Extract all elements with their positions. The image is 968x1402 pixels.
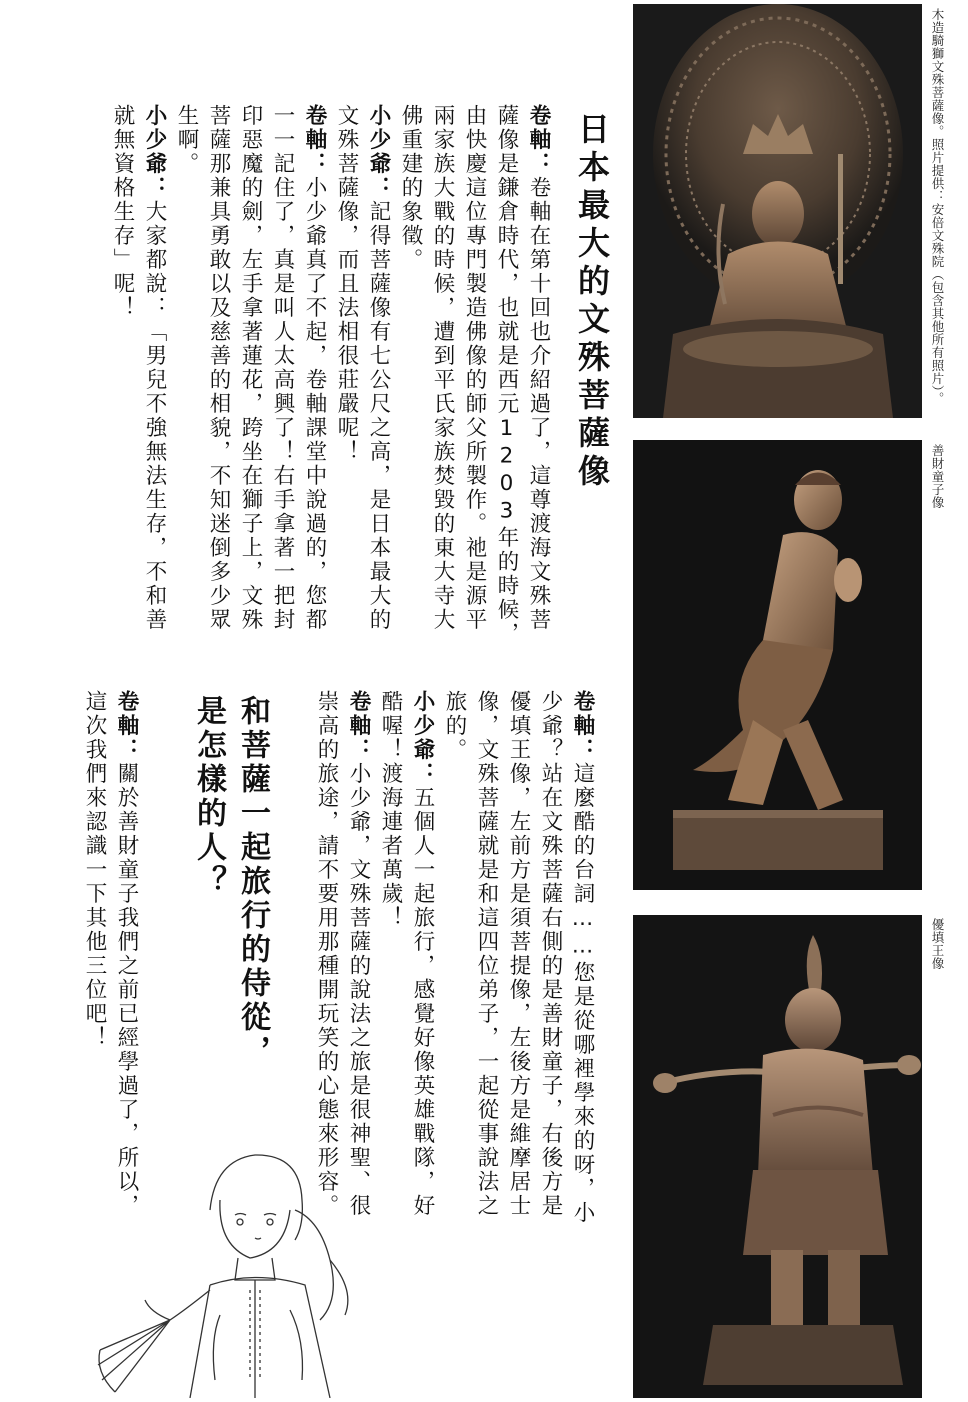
dialogue-text: 五個人一起旅行，感覺好像英雄戰隊，好 [410,786,435,1218]
text-column [536,690,564,1218]
dialogue-text: 小少爺真了不起，卷軸課堂中說過的，您都 [302,176,327,632]
dialogue-text: 大家都說：「男兒不強無法生存，不和善 [142,200,167,632]
scholar-girl-illustration [90,1140,380,1398]
text-column [268,104,296,632]
text-column [492,104,520,646]
text-column [204,104,232,632]
speaker-label: 卷軸： [526,104,551,176]
dialogue-text: 這次我們來認識一下其他三位吧！ [82,690,107,1050]
dialogue-text: 菩薩那兼具勇敢以及慈善的相貌，不知迷倒多少眾 [206,104,231,632]
dialogue-text: 小少爺，文殊菩薩的說法之旅是很神聖、很 [346,762,371,1218]
photo1-caption: 木造騎獅文殊菩薩像。照片提供：安倍文殊院（包含其他所有照片）。 [930,8,945,405]
dialogue-text: 卷軸在第十回也介紹過了，這尊渡海文殊菩 [526,176,551,632]
text-column [364,104,392,632]
photo2-caption: 善財童子像 [930,444,945,509]
text-column [108,104,136,320]
speaker-label: 小少爺： [366,104,391,200]
dialogue-text: 兩家族大戰的時候，遭到平氏家族焚毀的東大寺大 [430,104,455,632]
text-column [568,690,596,1225]
speaker-label: 卷軸： [346,690,371,762]
text-column [312,690,340,1218]
speaker-label: 卷軸： [114,690,139,762]
text-column [428,104,456,632]
dialogue-text: 崇高的旅途，請不要用那種開玩笑的心態來形容。 [314,690,339,1218]
text-column [344,690,372,1218]
monju-bodhisattva-photo [633,4,922,418]
dialogue-text: 像，文殊菩薩就是和這四位弟子，一起從事說法之 [474,690,499,1218]
zenzai-doji-photo [633,440,922,890]
dialogue-text: 記得菩薩像有七公尺之高，是日本最大的 [366,200,391,632]
text-column [332,104,360,464]
upper-text-block [92,104,552,644]
dialogue-text: 由快慶這位專門製造佛像的師父所製作。祂是源平 [462,104,487,632]
dialogue-text: 就無資格生存」呢！ [110,104,135,320]
text-column [472,690,500,1218]
text-column [376,690,404,930]
dialogue-text: 文殊菩薩像，而且法相很莊嚴呢！ [334,104,359,464]
udayana-king-photo [633,915,922,1398]
dialogue-text: 薩像是鎌倉時代，也就是西元1203年的時候， [494,104,519,646]
photo3-caption: 優填王像 [930,918,945,970]
dialogue-text: 佛重建的象徵。 [398,104,423,272]
dialogue-text: 少爺？站在文殊菩薩右側的是善財童子，右後方是 [538,690,563,1218]
text-column [112,690,140,1218]
speaker-label: 小少爺： [142,104,167,200]
dialogue-text: 酷喔！渡海連者萬歲！ [378,690,403,930]
dialogue-text: 印惡魔的劍，左手拿著蓮花，跨坐在獅子上，文殊 [238,104,263,632]
text-column [460,104,488,632]
speaker-label: 卷軸： [302,104,327,176]
speaker-label: 卷軸： [570,690,595,762]
speaker-label: 小少爺： [410,690,435,786]
section-heading-line2: 是怎樣的人？ [191,695,226,899]
dialogue-text: 生啊。 [174,104,199,176]
dialogue-text: 這麼酷的台詞……您是從哪裡學來的呀，小 [570,762,595,1225]
text-column [236,104,264,632]
text-column [396,104,424,272]
section-heading-line1: 和菩薩一起旅行的侍從， [235,695,270,1069]
dialogue-text: 旅的。 [442,690,467,762]
page-title: 日本最大的文殊菩薩像 [573,112,611,492]
text-column [140,104,168,632]
text-column [300,104,328,632]
text-column [440,690,468,762]
text-column [80,690,108,1050]
dialogue-text: 優填王像，左前方是須菩提像，左後方是維摩居士 [506,690,531,1218]
text-column [524,104,552,632]
dialogue-text: 關於善財童子我們之前已經學過了，所以， [114,762,139,1218]
text-column [172,104,200,176]
dialogue-text: 一一記住了，真是叫人太高興了！右手拿著一把封 [270,104,295,632]
text-column [504,690,532,1218]
text-column [408,690,436,1218]
